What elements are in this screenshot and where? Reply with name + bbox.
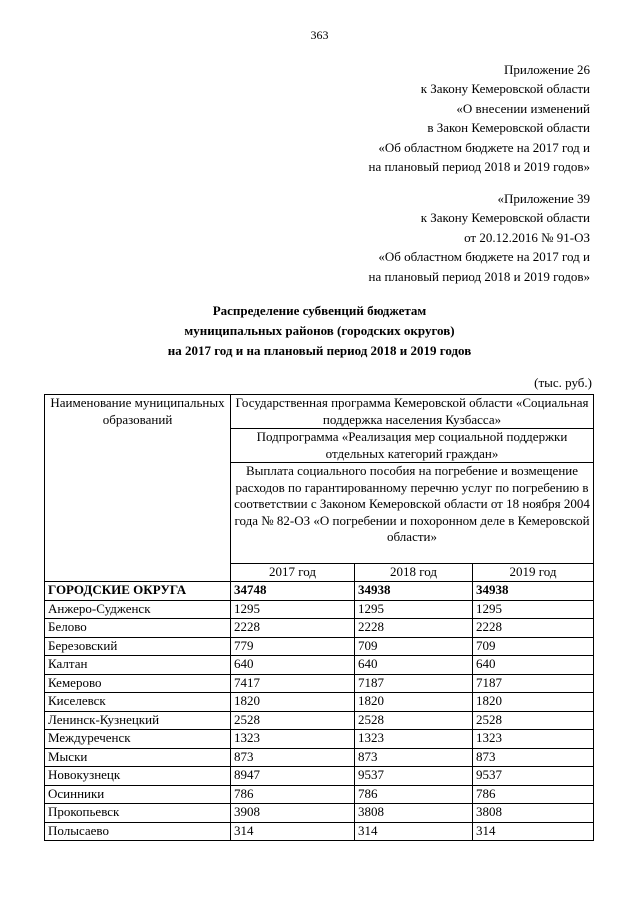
value-2019: 7187 [473, 674, 594, 693]
value-2017: 1820 [231, 693, 355, 712]
value-2018: 640 [355, 656, 473, 675]
value-2019: 709 [473, 637, 594, 656]
value-2019: 9537 [473, 767, 594, 786]
value-2018: 3808 [355, 804, 473, 823]
appendix-line: «Об областном бюджете на 2017 год и [378, 139, 590, 155]
value-2017: 2228 [231, 619, 355, 638]
table-row [45, 748, 594, 767]
table-row-total [45, 582, 594, 601]
table-row [45, 656, 594, 675]
title-line: на 2017 год и на плановый период 2018 и 2019 годов [167, 343, 472, 358]
units-label: (тыс. руб.) [534, 375, 592, 390]
row-name: Калтан [45, 656, 231, 675]
appendix-original-header [369, 189, 591, 286]
value-2017: 873 [231, 748, 355, 767]
column-header-2019: 2019 год [473, 564, 594, 582]
value-2018: 9537 [355, 767, 473, 786]
value-2018: 2228 [355, 619, 473, 638]
row-name: ГОРОДСКИЕ ОКРУГА [45, 582, 231, 601]
value-2017: 7417 [231, 674, 355, 693]
value-2018: 709 [355, 637, 473, 656]
table-row [45, 619, 594, 638]
row-name: Осинники [45, 785, 231, 804]
value-2017: 34748 [231, 582, 355, 601]
program-header: Государственная программа Кемеровской области «Социальная поддержка населения Кузбасса» [231, 395, 594, 429]
table-row [45, 767, 594, 786]
appendix-line: на плановый период 2018 и 2019 годов» [368, 159, 590, 175]
table-row [45, 822, 594, 841]
appendix-line: «Приложение 39 [497, 191, 590, 206]
value-2019: 2528 [473, 711, 594, 730]
value-2019: 1820 [473, 693, 594, 712]
table-row [45, 711, 594, 730]
value-2018: 314 [355, 822, 473, 841]
value-2019: 640 [473, 656, 594, 675]
appendix-line: в Закон Кемеровской области [427, 120, 590, 136]
row-name: Мыски [45, 748, 231, 767]
value-2017: 2528 [231, 711, 355, 730]
appendix-line: «О внесении изменений [456, 100, 590, 116]
value-2017: 779 [231, 637, 355, 656]
value-2019: 1295 [473, 600, 594, 619]
value-2017: 314 [231, 822, 355, 841]
value-2018: 7187 [355, 674, 473, 693]
value-2017: 640 [231, 656, 355, 675]
table-row [45, 730, 594, 749]
column-header-2017: 2017 год [231, 564, 355, 582]
value-2019: 1323 [473, 730, 594, 749]
column-header-2018: 2018 год [355, 564, 473, 582]
value-2018: 1295 [355, 600, 473, 619]
document-title [0, 301, 639, 361]
table-row [45, 674, 594, 693]
value-2018: 34938 [355, 582, 473, 601]
value-2019: 314 [473, 822, 594, 841]
appendix-line: «Об областном бюджете на 2017 год и [378, 249, 590, 265]
value-2019: 873 [473, 748, 594, 767]
subsidy-table [44, 394, 594, 841]
value-2017: 1295 [231, 600, 355, 619]
row-name: Березовский [45, 637, 231, 656]
appendix-line: к Закону Кемеровской области [420, 81, 590, 97]
page-number: 363 [310, 28, 329, 42]
value-2018: 1323 [355, 730, 473, 749]
value-2017: 1323 [231, 730, 355, 749]
value-2019: 2228 [473, 619, 594, 638]
row-name: Киселевск [45, 693, 231, 712]
table-row [45, 600, 594, 619]
row-name: Новокузнецк [45, 767, 231, 786]
row-name: Междуреченск [45, 730, 231, 749]
subprogram-header: Подпрограмма «Реализация мер социальной поддержки отдельных категорий граждан» [231, 429, 594, 463]
table-row [45, 785, 594, 804]
table-row [45, 804, 594, 823]
value-2018: 786 [355, 785, 473, 804]
value-2018: 2528 [355, 711, 473, 730]
payment-header: Выплата социального пособия на погребение и возмещение расходов по гарантированному перечню услуг по погребению в соответствии с Законом Кемеровской области от 18 ноября 2004 года № 82-ОЗ «О погребении и похоронном деле в Кемеровской области» [231, 463, 594, 564]
appendix-line: к Закону Кемеровской области [420, 210, 590, 226]
value-2019: 3808 [473, 804, 594, 823]
row-name: Ленинск-Кузнецкий [45, 711, 231, 730]
table-row [45, 693, 594, 712]
title-line: Распределение субвенций бюджетам [212, 303, 427, 318]
appendix-current-header [369, 60, 591, 176]
column-header-name: Наименование муниципальных образований [45, 395, 231, 582]
row-name: Полысаево [45, 822, 231, 841]
value-2018: 1820 [355, 693, 473, 712]
title-line: муниципальных районов (городских округов) [184, 323, 455, 338]
value-2017: 786 [231, 785, 355, 804]
value-2017: 3908 [231, 804, 355, 823]
value-2018: 873 [355, 748, 473, 767]
table-row [45, 637, 594, 656]
value-2019: 786 [473, 785, 594, 804]
value-2019: 34938 [473, 582, 594, 601]
appendix-line: Приложение 26 [503, 62, 590, 77]
appendix-line: от 20.12.2016 № 91-ОЗ [464, 229, 590, 245]
row-name: Анжеро-Судженск [45, 600, 231, 619]
value-2017: 8947 [231, 767, 355, 786]
row-name: Прокопьевск [45, 804, 231, 823]
row-name: Белово [45, 619, 231, 638]
row-name: Кемерово [45, 674, 231, 693]
appendix-line: на плановый период 2018 и 2019 годов» [368, 268, 590, 284]
